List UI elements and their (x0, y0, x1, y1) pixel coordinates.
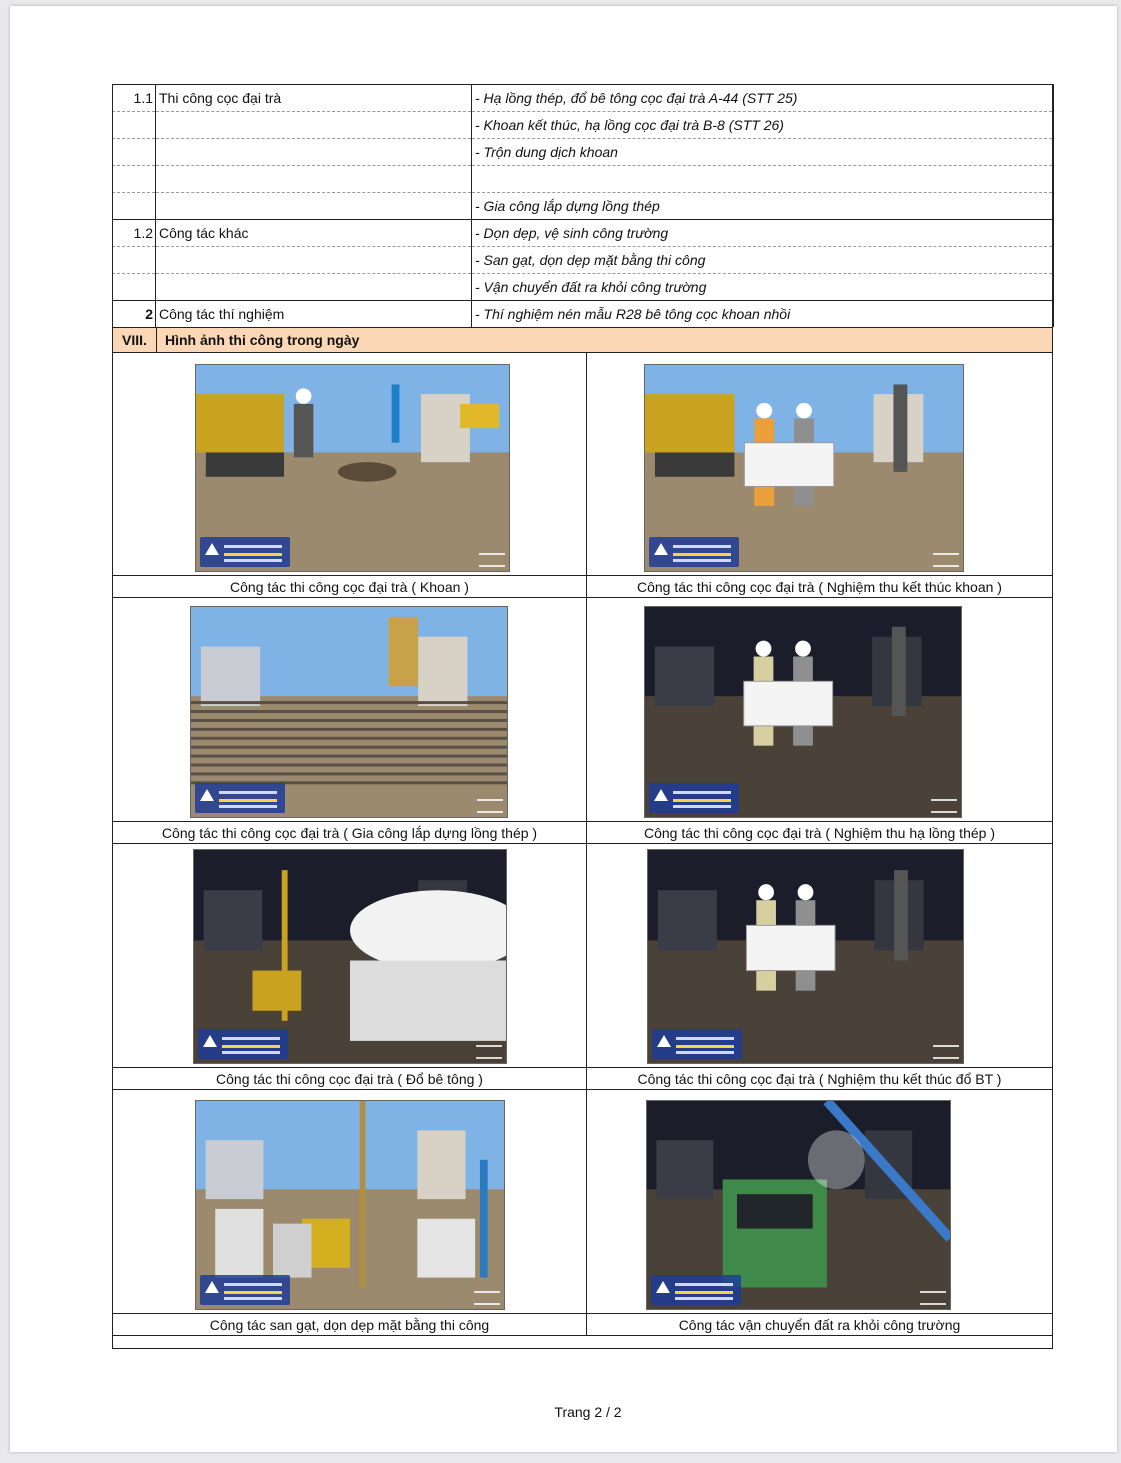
photo-caption: Công tác thi công cọc đại trà ( Gia công lắp dựng lồng thép ) (113, 822, 587, 844)
photo-cell (113, 352, 587, 576)
photo-cell (587, 598, 1052, 822)
site-photo (647, 849, 964, 1064)
section-number: VIII. (113, 328, 157, 352)
photo-caption: Công tác vận chuyển đất ra khỏi công trường (587, 1314, 1052, 1336)
item-name: Công tác khác (156, 220, 472, 247)
watermark-logo (649, 783, 739, 813)
work-row (112, 166, 1053, 193)
item-description: - San gạt, dọn dẹp mặt bằng thi công (472, 247, 1053, 274)
item-number (112, 193, 156, 220)
site-photo (193, 849, 507, 1064)
section-header (112, 327, 1053, 353)
timestamp-stamp (920, 1291, 946, 1305)
item-description: - Hạ lồng thép, đổ bê tông cọc đại trà A-44 (STT 25) (472, 85, 1053, 112)
watermark-logo (652, 1029, 742, 1059)
item-name (156, 166, 472, 193)
item-number (112, 274, 156, 301)
photo-caption: Công tác thi công cọc đại trà ( Đổ bê tông ) (113, 1068, 587, 1090)
item-description (472, 166, 1053, 193)
photo-cell (113, 598, 587, 822)
item-number (112, 112, 156, 139)
timestamp-stamp (477, 799, 503, 813)
watermark-logo (651, 1275, 741, 1305)
watermark-logo (200, 1275, 290, 1305)
item-name (156, 193, 472, 220)
item-description: - Khoan kết thúc, hạ lồng cọc đại trà B-8 (STT 26) (472, 112, 1053, 139)
watermark-logo (649, 537, 739, 567)
item-name (156, 112, 472, 139)
work-row (112, 301, 1053, 328)
watermark-logo (198, 1029, 288, 1059)
item-number (112, 166, 156, 193)
item-description: - Thí nghiệm nén mẫu R28 bê tông cọc khoan nhồi (472, 301, 1053, 328)
photo-cell (113, 844, 587, 1068)
work-row (112, 112, 1053, 139)
item-name: Thi công cọc đại trà (156, 85, 472, 112)
item-name (156, 139, 472, 166)
timestamp-stamp (931, 799, 957, 813)
photo-caption: Công tác san gạt, dọn dẹp mặt bằng thi công (113, 1314, 587, 1336)
work-row (112, 274, 1053, 301)
photo-caption: Công tác thi công cọc đại trà ( Nghiệm thu kết thúc đổ BT ) (587, 1068, 1052, 1090)
item-description: - Gia công lắp dựng lồng thép (472, 193, 1053, 220)
item-number (112, 247, 156, 274)
photo-caption: Công tác thi công cọc đại trà ( Nghiệm thu hạ lồng thép ) (587, 822, 1052, 844)
timestamp-stamp (479, 553, 505, 567)
item-number: 1.1 (112, 85, 156, 112)
work-row (112, 85, 1053, 112)
photo-caption: Công tác thi công cọc đại trà ( Khoan ) (113, 576, 587, 598)
watermark-logo (195, 783, 285, 813)
item-name (156, 274, 472, 301)
page-number: Trang 2 / 2 (554, 1404, 622, 1420)
site-photo (195, 1100, 505, 1310)
photo-cell (587, 1090, 1052, 1314)
watermark-logo (200, 537, 290, 567)
photo-cell (113, 1090, 587, 1314)
site-photo (644, 606, 962, 818)
site-photo (646, 1100, 951, 1310)
site-photo (195, 364, 510, 572)
item-name (156, 247, 472, 274)
work-row (112, 193, 1053, 220)
timestamp-stamp (933, 1045, 959, 1059)
photo-cell (587, 352, 1052, 576)
item-number: 1.2 (112, 220, 156, 247)
photo-grid (112, 352, 1053, 1349)
site-photo (644, 364, 964, 572)
timestamp-stamp (474, 1291, 500, 1305)
section-title: Hình ảnh thi công trong ngày (165, 332, 360, 348)
timestamp-stamp (476, 1045, 502, 1059)
work-row (112, 139, 1053, 166)
photo-caption: Công tác thi công cọc đại trà ( Nghiệm thu kết thúc khoan ) (587, 576, 1052, 598)
item-description: - Trộn dung dịch khoan (472, 139, 1053, 166)
timestamp-stamp (933, 553, 959, 567)
item-description: - Vận chuyển đất ra khỏi công trường (472, 274, 1053, 301)
work-table (112, 84, 1053, 328)
item-number: 2 (112, 301, 156, 328)
work-row (112, 220, 1053, 247)
item-name: Công tác thí nghiệm (156, 301, 472, 328)
site-photo (190, 606, 508, 818)
item-description: - Dọn dẹp, vệ sinh công trường (472, 220, 1053, 247)
photo-cell (587, 844, 1052, 1068)
item-number (112, 139, 156, 166)
work-row (112, 247, 1053, 274)
